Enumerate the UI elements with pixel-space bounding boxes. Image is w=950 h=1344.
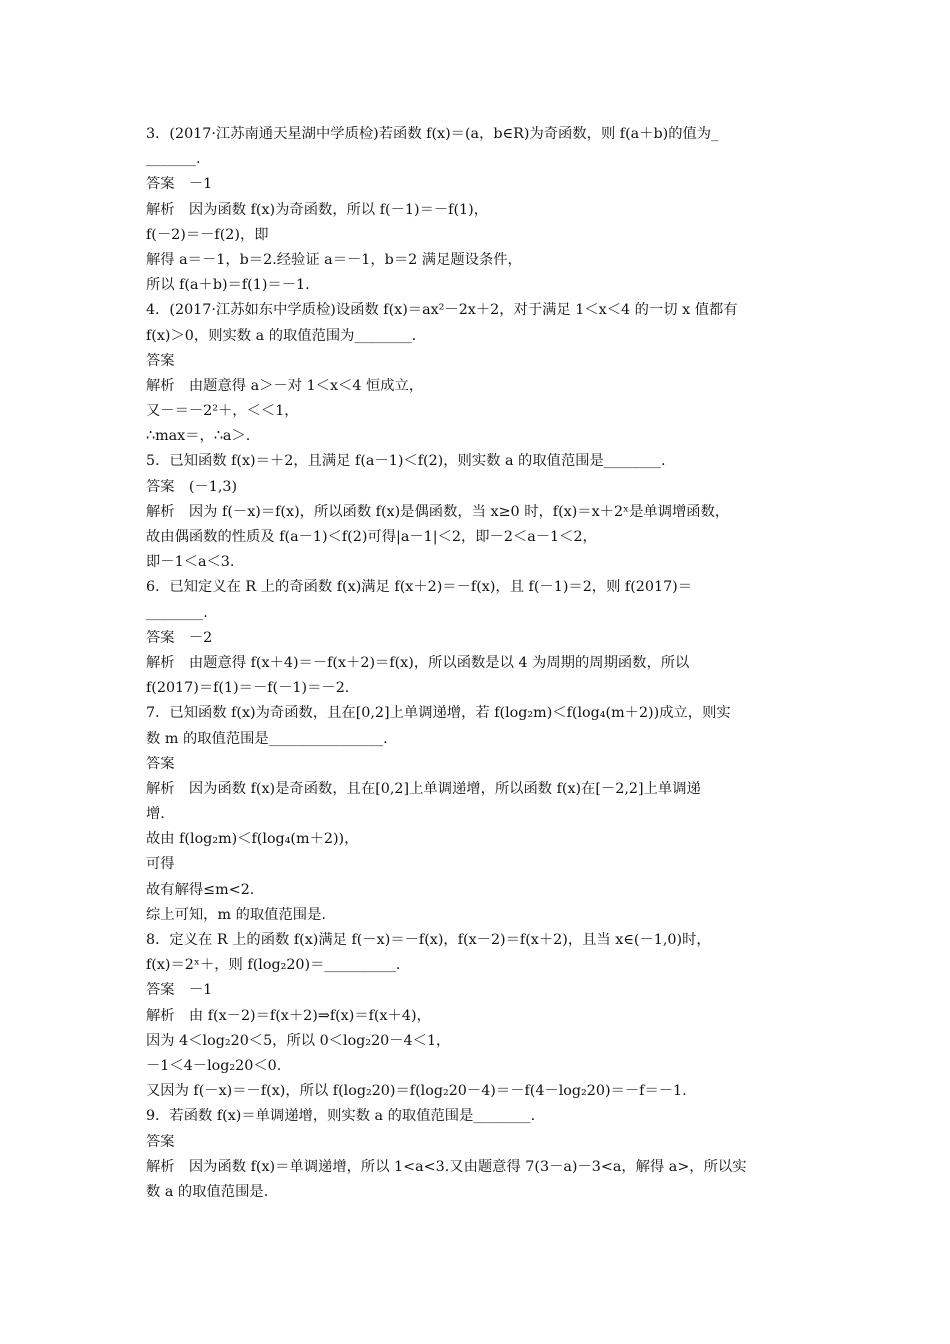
- text-line: f(x)＞0，则实数 a 的取值范围为________.: [146, 327, 417, 344]
- text-line: 解析 因为函数 f(x)＝单调递增，所以 1<a<3.又由题意得 7(3－a)－3<a，解得 a>，所以实: [146, 1158, 747, 1175]
- text-line: f(－2)＝－f(2)，即: [146, 226, 269, 243]
- text-line: 解析 由题意得 a＞－对 1＜x＜4 恒成立，: [146, 377, 424, 394]
- text-line: 即－1＜a＜3.: [146, 554, 235, 571]
- text-line: 因为 4＜log₂20＜5，所以 0＜log₂20－4＜1，: [146, 1032, 451, 1049]
- text-line: 7．已知函数 f(x)为奇函数，且在[0,2]上单调递增，若 f(log₂m)＜f(log₄(m＋2))成立，则实: [146, 705, 731, 722]
- text-line: 答案: [146, 352, 175, 369]
- document-body: [146, 122, 816, 1205]
- text-line: 答案: [146, 755, 175, 772]
- text-line: f(x)＝2ˣ＋，则 f(log₂20)＝__________.: [146, 957, 401, 974]
- text-line: 9．若函数 f(x)＝单调递增，则实数 a 的取值范围是________.: [146, 1108, 536, 1125]
- text-line: ∴max＝，∴a＞.: [146, 428, 251, 445]
- text-line: 解析 由 f(x－2)＝f(x＋2)⇒f(x)＝f(x＋4)，: [146, 1007, 431, 1024]
- text-line: 可得: [146, 856, 175, 873]
- text-line: 5．已知函数 f(x)＝＋2，且满足 f(a－1)＜f(2)，则实数 a 的取值范围是________.: [146, 453, 666, 470]
- text-line: 又－＝－2²＋，＜＜1，: [146, 403, 299, 420]
- text-line: 故由 f(log₂m)＜f(log₄(m＋2))，: [146, 831, 359, 848]
- text-line: 解析 因为函数 f(x)为奇函数，所以 f(－1)＝－f(1)，: [146, 201, 489, 218]
- text-line: 6．已知定义在 R 上的奇函数 f(x)满足 f(x＋2)＝－f(x)，且 f(－1)＝2，则 f(2017)＝: [146, 579, 693, 596]
- text-line: 3．(2017·江苏南通天星湖中学质检)若函数 f(x)＝(a，b∈R)为奇函数，则 f(a＋b)的值为_: [146, 126, 719, 142]
- text-line: ________.: [146, 604, 208, 621]
- text-line: 解析 由题意得 f(x＋4)＝－f(x＋2)＝f(x)，所以函数是以 4 为周期的周期函数，所以: [146, 654, 690, 671]
- text-line: _______.: [146, 151, 201, 168]
- text-line: 解析 因为函数 f(x)是奇函数，且在[0,2]上单调递增，所以函数 f(x)在[－2,2]上单调递: [146, 780, 701, 797]
- text-line: 答案 －1: [146, 176, 213, 193]
- text-line: f(2017)＝f(1)＝－f(－1)＝－2.: [146, 680, 350, 697]
- text-line: 答案 －1: [146, 982, 213, 999]
- text-line: 解析 因为 f(－x)＝f(x)，所以函数 f(x)是偶函数，当 x≥0 时，f(x)＝x＋2ˣ是单调增函数，: [146, 503, 730, 520]
- text-line: 8．定义在 R 上的函数 f(x)满足 f(－x)＝－f(x)，f(x－2)＝f(x＋2)，且当 x∈(－1,0)时，: [146, 932, 711, 948]
- text-line: 数 m 的取值范围是________________.: [146, 730, 388, 747]
- text-line: 故由偶函数的性质及 f(a－1)＜f(2)可得|a－1|＜2，即－2＜a－1＜2，: [146, 529, 597, 545]
- text-line: 增.: [146, 806, 165, 823]
- text-line: 解得 a＝－1，b＝2.经验证 a＝－1，b＝2 满足题设条件，: [146, 251, 522, 268]
- text-line: 故有解得≤m<2.: [146, 881, 255, 898]
- text-line: 综上可知，m 的取值范围是.: [146, 906, 326, 923]
- text-line: 4．(2017·江苏如东中学质检)设函数 f(x)＝ax²－2x＋2，对于满足 1＜x＜4 的一切 x 值都有: [146, 302, 738, 319]
- text-line: 答案 －2: [146, 629, 213, 646]
- text-line: 又因为 f(－x)＝－f(x)，所以 f(log₂20)＝f(log₂20－4)＝－f(4－log₂20)＝－f＝－1.: [146, 1083, 687, 1100]
- text-line: 所以 f(a＋b)＝f(1)＝－1.: [146, 277, 310, 294]
- text-line: 答案: [146, 1133, 175, 1150]
- text-line: －1＜4－log₂20＜0.: [146, 1057, 282, 1074]
- text-line: 数 a 的取值范围是.: [146, 1183, 269, 1200]
- text-line: 答案 (－1,3): [146, 478, 238, 495]
